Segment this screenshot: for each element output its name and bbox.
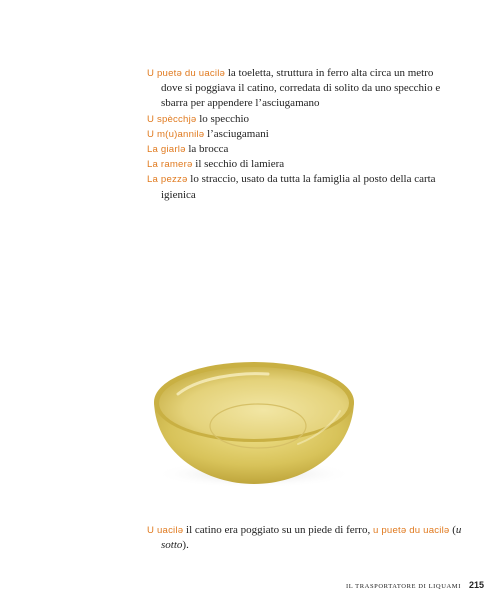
- glossary-definition: la brocca: [188, 143, 229, 156]
- glossary-term: U m(u)annilə: [147, 128, 205, 140]
- glossary-definition: lo specchio: [199, 112, 250, 125]
- caption-italic: u sotto: [161, 524, 462, 552]
- glossary-term: U puetə du uacilə: [147, 68, 226, 79]
- glossary-term: La pezzə: [147, 174, 188, 186]
- glossary-definition: lo straccio, usato da tutta la famiglia al posto della carta igienica: [161, 173, 436, 201]
- glossary-definition: il secchio di lamiera: [195, 158, 285, 171]
- glossary-entry: [147, 112, 447, 127]
- glossary-definition: la toeletta, struttura in ferro alta circa un metro dove si poggiava il catino, corredata di solito da uno specchio e sbarra per appendere l’asciugamano: [161, 67, 441, 110]
- yellow-basin-icon: [148, 356, 360, 490]
- glossary-entry: [147, 66, 447, 112]
- photo-caption: [147, 523, 471, 554]
- page-number: 215: [468, 580, 484, 590]
- glossary-term: La ramerə: [147, 159, 193, 171]
- glossary-definition: l’asciugamani: [207, 127, 269, 140]
- glossary-entry: [147, 142, 447, 157]
- basin-photo: [148, 356, 360, 490]
- glossary-term: U spècchjə: [147, 113, 197, 125]
- glossary-entry: [147, 172, 447, 202]
- page-footer: [346, 580, 484, 590]
- caption-text: il catino era poggiato su un piede di ferro,: [186, 524, 371, 536]
- glossary-term: La giarlə: [147, 144, 186, 156]
- running-head: IL TRASPORTATORE DI LIQUAMI: [345, 583, 461, 590]
- glossary-entry: [147, 127, 447, 142]
- glossary-entry: [147, 157, 447, 172]
- caption-term: u puetə du uacilə: [372, 525, 450, 536]
- glossary-list: [147, 66, 447, 203]
- caption-text: (: [449, 524, 456, 536]
- caption-term: U uacilə: [147, 525, 184, 536]
- caption-text: ).: [182, 539, 189, 552]
